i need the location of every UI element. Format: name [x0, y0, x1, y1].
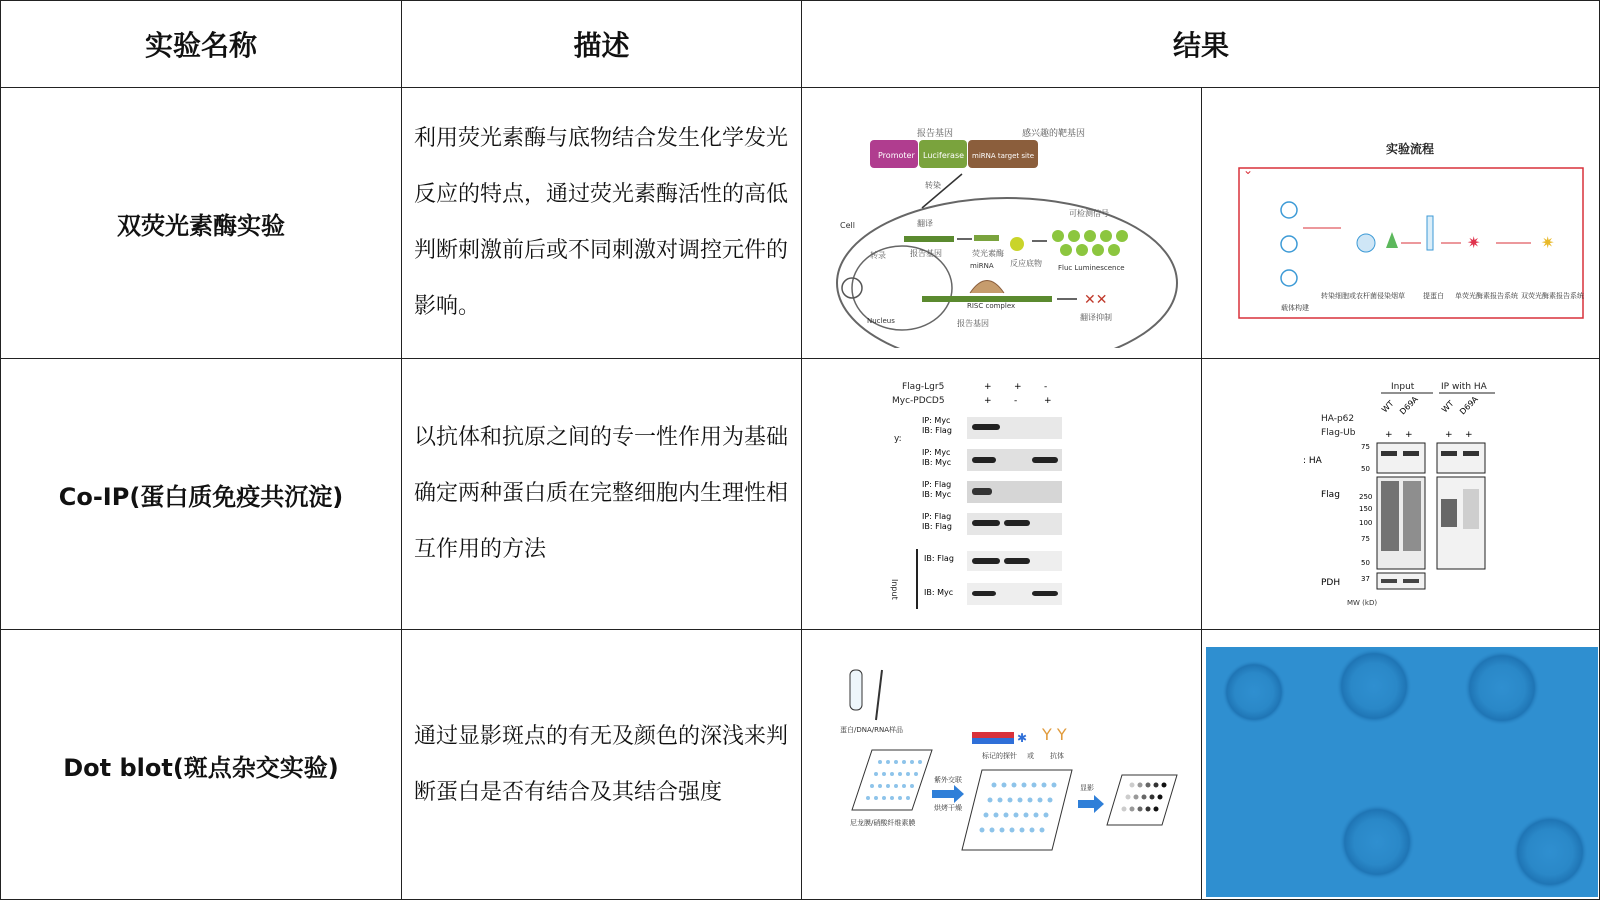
workflow-label-1: 转染细胞或农杆菌侵染烟草: [1321, 292, 1405, 300]
membrane-1: [852, 750, 932, 810]
lane1-ib: IB: Flag: [921, 426, 952, 435]
plus-3: +: [1445, 430, 1453, 440]
transfect-label: 转染: [924, 181, 941, 190]
mw-label: MW (kD): [1347, 599, 1378, 607]
fluc-label: Fluc Luminescence: [1057, 264, 1125, 272]
ha-panel-input: [1377, 443, 1425, 473]
tick-50b: 50: [1361, 559, 1370, 567]
dot-spot-2: [1336, 648, 1412, 724]
cell-icon: [1357, 234, 1375, 252]
dot-spot-1: [1222, 660, 1286, 724]
row2-fig2: [1201, 358, 1600, 629]
sign-r2c3: +: [1043, 396, 1052, 406]
workflow-label-4: 双荧光酶素报告系统: [1521, 292, 1584, 300]
smear-2: [1403, 481, 1421, 551]
input-flag-band-1: [972, 558, 1000, 564]
sign-r2c2: -: [1013, 396, 1017, 406]
myc-pdcd5-label: Myc-PDCD5: [891, 396, 945, 406]
workflow-label-5: 载体构建: [1281, 304, 1309, 312]
luciferase-text: Luciferase: [922, 151, 964, 160]
lane2-ib: IB: Myc: [921, 458, 951, 467]
flag-label: Flag: [1321, 490, 1340, 500]
dual-luciferase-diagram: [822, 98, 1182, 348]
input-flag-band-2: [1004, 558, 1030, 564]
lane3-ib: IB: Myc: [921, 490, 951, 499]
row2-desc: [401, 358, 801, 629]
workflow-title: 实验流程: [1386, 142, 1435, 156]
nucleus-label: Nucleus: [866, 317, 895, 325]
ha-panel-ip: [1437, 443, 1485, 473]
dot-blot-workflow: [822, 640, 1182, 890]
ip-lane-2: [922, 448, 1062, 471]
probe-label: 标记的探针: [981, 752, 1017, 760]
tick-75a: 75: [1361, 443, 1370, 451]
input-ib-myc: IB: Myc: [923, 588, 953, 597]
signal-label: 可检测信号: [1068, 209, 1109, 218]
row3-name: [0, 629, 401, 900]
pdh-label: PDH: [1321, 578, 1341, 588]
row1-fig2: [1201, 87, 1600, 358]
lane3-ip: IP: Flag: [921, 480, 951, 489]
probe-bar-2: [972, 738, 1014, 744]
mrna-bar-2: [922, 296, 1052, 302]
smear-1: [1381, 481, 1399, 551]
sign-r1c3: -: [1043, 382, 1047, 392]
tube-icon-1: [1427, 216, 1433, 250]
ha-p62-label: HA-p62: [1321, 414, 1355, 424]
sample-label: 蛋白/DNA/RNA样品: [839, 726, 903, 734]
lane4-band-2: [1004, 520, 1030, 526]
row1-name-text: 双荧光素酶实验: [117, 211, 285, 240]
smear-3: [1441, 499, 1457, 527]
signal-star-1-icon: ✷: [1467, 233, 1481, 252]
antibody-label: 抗体: [1049, 752, 1064, 760]
transcribe-label: 转录: [869, 251, 886, 260]
row2-desc-text: 以抗体和抗原之间的专一性作用为基础确定两种蛋白质在完整细胞内生理性相互作用的方法: [414, 425, 789, 562]
sign-r1c1: +: [983, 382, 992, 392]
workflow-label-2: 提蛋白: [1423, 292, 1444, 300]
chevron-icon: ⌄: [1243, 163, 1254, 177]
tick-250: 250: [1359, 493, 1373, 501]
ha-band-3: [1441, 451, 1457, 456]
promoter-text: Promoter: [877, 151, 915, 160]
tick-50a: 50: [1361, 465, 1370, 473]
lane4-ib: IB: Flag: [921, 522, 952, 531]
row2-name-text: Co-IP(蛋白质免疫共沉淀): [58, 482, 344, 511]
smear-4: [1463, 489, 1479, 529]
header-result-text: 结果: [1172, 29, 1229, 62]
mirna-site-text: miRNA target site: [971, 152, 1034, 160]
row1-name: [0, 87, 401, 358]
ha-band-2: [1403, 451, 1419, 456]
plant-icon: [1386, 232, 1398, 248]
vector-circle-2: [1281, 236, 1297, 252]
row1-desc-text: 利用荧光素酶与底物结合发生化学发光反应的特点，通过荧光素酶活性的高低判断刺激前后或不同刺激对调控元件的影响。: [414, 126, 789, 319]
lane3-band: [972, 488, 992, 495]
header-name-text: 实验名称: [144, 29, 257, 62]
row3-desc-text: 通过显影斑点的有无及颜色的深浅来判断蛋白是否有结合及其结合强度: [414, 724, 789, 805]
input-ib-flag: IB: Flag: [923, 554, 954, 563]
translate-label: 翻译: [916, 219, 933, 228]
tick-150: 150: [1359, 505, 1373, 513]
row3-desc: [401, 629, 801, 900]
ha-label: : HA: [1303, 456, 1322, 466]
dot-spot-3: [1464, 650, 1540, 726]
lane4-ip: IP: Flag: [921, 512, 951, 521]
lane1-band: [972, 424, 1000, 430]
wt1-label: WT: [1380, 399, 1396, 415]
tick-37: 37: [1361, 575, 1370, 583]
d69a2-label: D69A: [1458, 394, 1480, 417]
mirna-label: miRNA: [969, 262, 994, 270]
sign-r1c2: +: [1013, 382, 1022, 392]
wt2-label: WT: [1440, 399, 1456, 415]
develop-label: 显影: [1079, 784, 1094, 792]
reporter-gene3-label: 报告基因: [956, 319, 989, 328]
flag-lgr5-label: Flag-Lgr5: [901, 382, 944, 392]
crosslink-label: 紫外交联: [933, 776, 962, 784]
lane4-band-1: [972, 520, 1000, 526]
substrate-dot: [1010, 237, 1024, 251]
input-label: Input: [889, 579, 899, 600]
side-label: y:: [893, 434, 902, 444]
dot-spot-5: [1512, 814, 1588, 890]
coip-blot: [872, 369, 1132, 619]
cell-outline: [837, 198, 1177, 348]
ip-ha-header: IP with HA: [1441, 382, 1487, 392]
header-desc: [401, 0, 801, 87]
pdh-band-2: [1403, 579, 1419, 583]
vector-circle-3: [1281, 270, 1297, 286]
mrna-bar-1: [904, 236, 954, 242]
reporter-gene-label: 报告基因: [916, 129, 953, 139]
plus-1: +: [1385, 430, 1393, 440]
membrane-3: [1107, 775, 1177, 825]
workflow-label-3: 单荧光酶素报告系统: [1455, 292, 1518, 300]
ip-lane-3: [922, 480, 1062, 503]
cell-label: Cell: [839, 221, 855, 230]
arrow-right-2-icon: [1078, 795, 1104, 813]
vector-circle-1: [1281, 202, 1297, 218]
lane2-band-1: [972, 457, 996, 463]
row1-fig1: [801, 87, 1201, 358]
probe-bar: [972, 732, 1014, 738]
membrane-label: 尼龙膜/硝酸纤维素膜: [849, 819, 915, 827]
inhibit-x-icon: ✕✕: [1083, 292, 1107, 308]
signal-star-2-icon: ✷: [1541, 233, 1555, 252]
row3-name-text: Dot blot(斑点杂交实验): [63, 753, 339, 782]
membrane-2: [962, 770, 1072, 850]
luminescence-dots: [1052, 230, 1128, 256]
target-gene-label: 感兴趣的靶基因: [1021, 129, 1085, 139]
ha-band-1: [1381, 451, 1397, 456]
inhibit-label: 翻译抑制: [1079, 313, 1112, 322]
or-label: 或: [1026, 752, 1034, 760]
tick-75b: 75: [1361, 535, 1370, 543]
header-desc-text: 描述: [573, 29, 630, 62]
arrow-right-1-icon: [932, 785, 964, 803]
flag-ub-label: Flag-Ub: [1321, 428, 1356, 438]
antibody-icon: Y Y: [1041, 725, 1067, 744]
row3-fig2: [1201, 629, 1600, 900]
pdh-band-1: [1381, 579, 1397, 583]
row2-fig1: [801, 358, 1201, 629]
header-name: [0, 0, 401, 87]
input-myc-band-2: [1032, 591, 1058, 596]
ubiquitination-blot: [1281, 369, 1521, 619]
substrate-label: 反应底物: [1009, 259, 1042, 268]
enzyme-bar: [974, 235, 999, 241]
plus-2: +: [1405, 430, 1413, 440]
tick-100: 100: [1359, 519, 1373, 527]
reporter-gene2-label: 报告基因: [909, 249, 942, 258]
d69a1-label: D69A: [1398, 394, 1420, 417]
workflow-diagram: [1211, 98, 1591, 348]
row3-fig1: [801, 629, 1201, 900]
sign-r2c1: +: [983, 396, 992, 406]
dot-spot-4: [1339, 804, 1415, 880]
luc-enzyme-label: 荧光素酶: [971, 249, 1004, 258]
gear-icon: ✱: [1016, 731, 1027, 745]
header-result: [801, 0, 1600, 87]
risc-label: RISC complex: [966, 302, 1015, 310]
ha-band-4: [1463, 451, 1479, 456]
lane1-ip: IP: Myc: [921, 416, 950, 425]
row2-name: [0, 358, 401, 629]
sample-tube-icon: [850, 670, 862, 710]
input-myc-band-1: [972, 591, 996, 596]
dot-blot-photo: [1202, 630, 1600, 900]
dry-label: 烘烤干燥: [933, 804, 962, 812]
input-header: Input: [1391, 382, 1415, 392]
pipette-icon: [876, 670, 882, 720]
risc-shape: [970, 281, 1004, 294]
row1-desc: [401, 87, 801, 358]
ip-lane-1: [922, 416, 1062, 439]
lane2-band-2: [1032, 457, 1058, 463]
ip-lane-4: [922, 512, 1062, 535]
lane2-ip: IP: Myc: [921, 448, 950, 457]
plus-4: +: [1465, 430, 1473, 440]
